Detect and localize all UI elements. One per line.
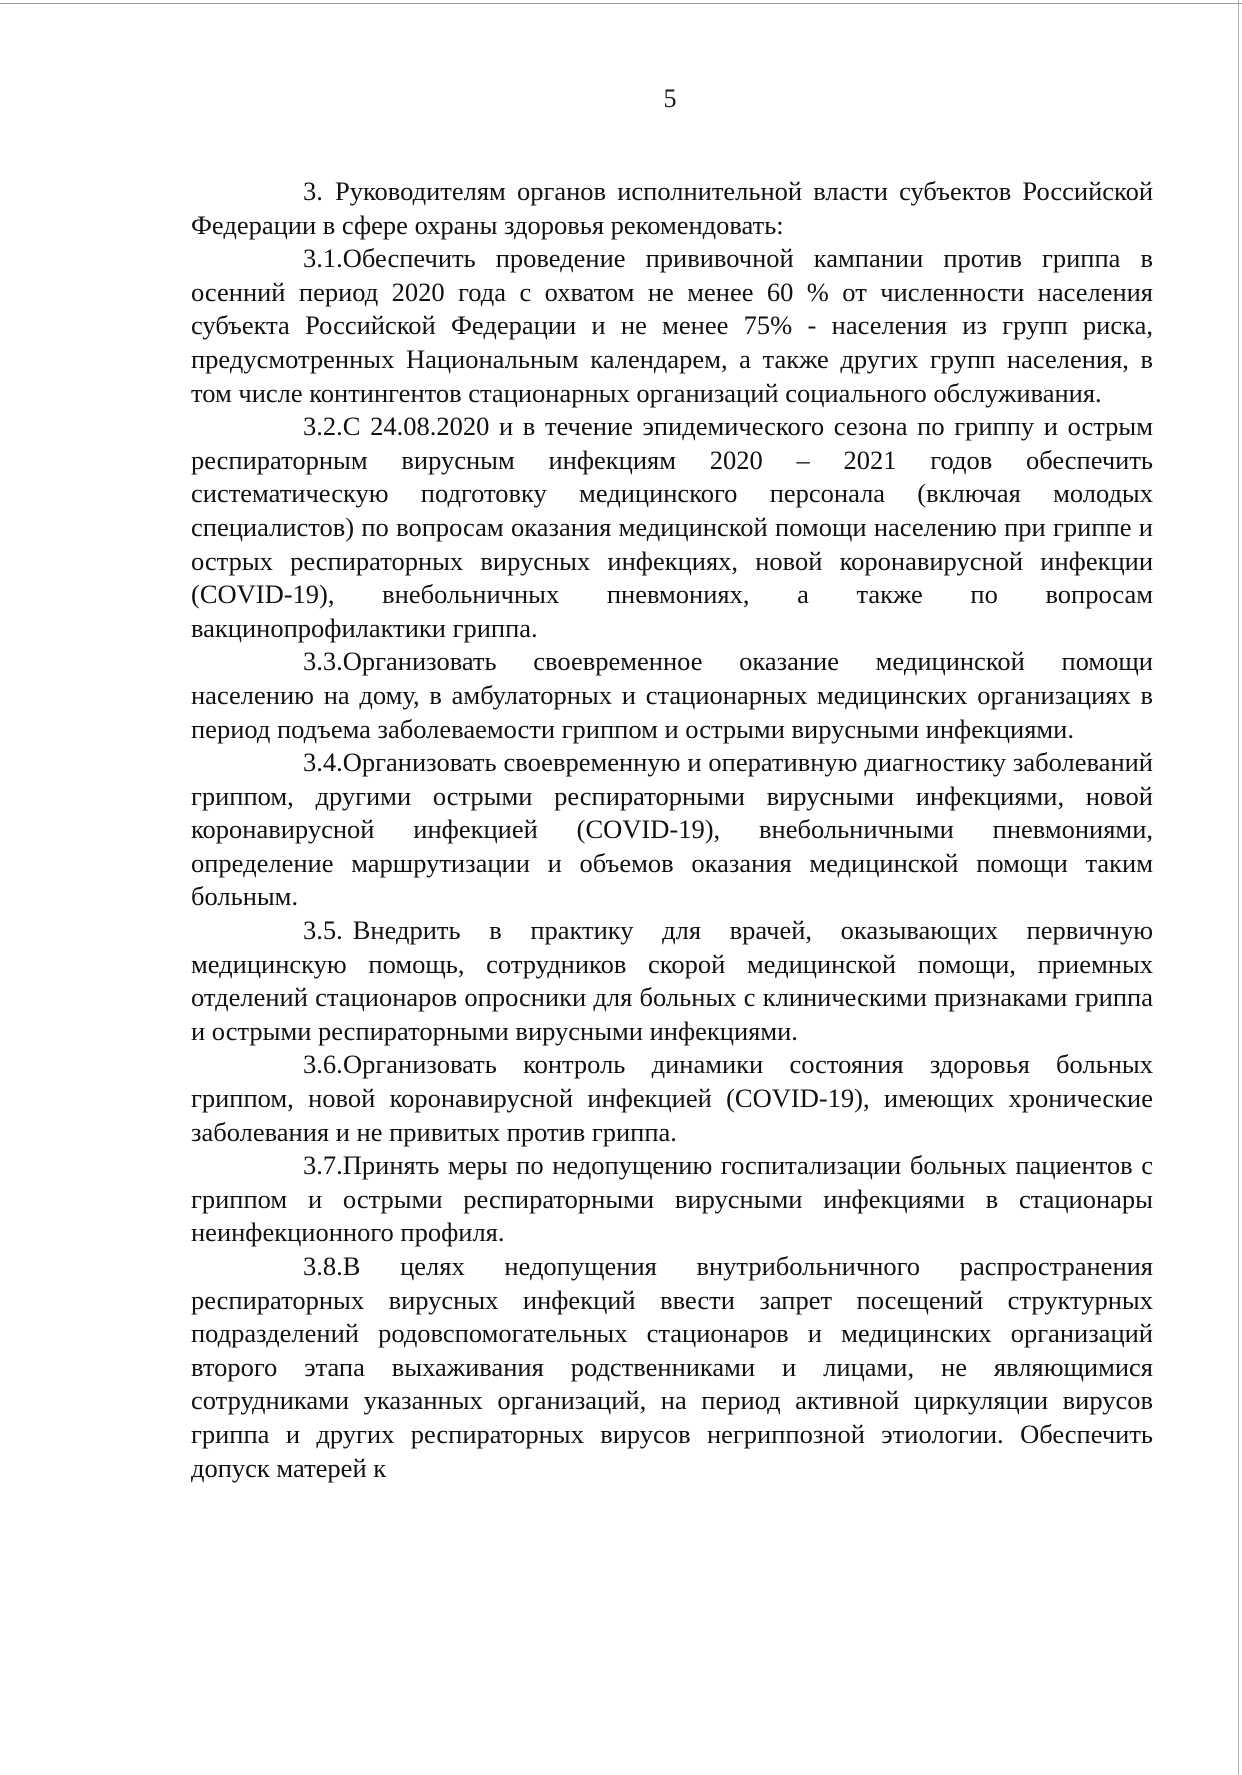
- paragraph-3-5: [191, 914, 1153, 1048]
- paragraph-3-1: [191, 242, 1153, 410]
- paragraph-text: В целях недопущения внутрибольничного распространения респираторных вирусных инфекций ввести запрет посещений структурных подразделений родовспомогательных стационаров и медицинских организаций второго этапа выхаживания родственниками и лицами, не являющимися сотрудниками указанных организаций, на период активной циркуляции вирусов гриппа и других респираторных вирусов негриппозной этиологии. Обеспечить допуск матерей к: [191, 1251, 1153, 1483]
- paragraph-text: С 24.08.2020 и в течение эпидемического сезона по гриппу и острым респираторным вирусным инфекциям 2020 – 2021 годов обеспечить систематическую подготовку медицинского персонала (включая молодых специалистов) по вопросам оказания медицинской помощи населению при гриппе и острых респираторных вирусных инфекциях, новой коронавирусной инфекции (COVID-19), внебольничных пневмониях, а также по вопросам вакцинопрофилактики гриппа.: [191, 411, 1153, 643]
- paragraph-text: Принять меры по недопущению госпитализации больных пациентов с гриппом и острыми респираторными вирусными инфекциями в стационары неинфекционного профиля.: [191, 1150, 1153, 1248]
- paragraph-number: 3.5.: [303, 915, 343, 946]
- scan-top-edge: [0, 3, 1242, 4]
- paragraph-3-3: [191, 645, 1153, 746]
- paragraph-number: 3.: [303, 176, 323, 206]
- paragraph-number: 3.6.: [303, 1049, 343, 1080]
- paragraph-3-2: [191, 410, 1153, 645]
- paragraph-3-4: [191, 746, 1153, 914]
- paragraph-number: 3.4.: [303, 747, 343, 778]
- paragraph-text: Организовать своевременную и оперативную диагностику заболеваний гриппом, другими острыми респираторными вирусными инфекциями, новой коронавирусной инфекцией (COVID-19), внебольничными пневмониями, определение маршрутизации и объемов оказания медицинской помощи таким больным.: [191, 747, 1153, 912]
- scan-right-edge: [1238, 0, 1239, 1775]
- paragraph-number: 3.3.: [303, 646, 343, 677]
- document-body: [191, 175, 1153, 1485]
- paragraph-text: Организовать контроль динамики состояния здоровья больных гриппом, новой коронавирусной инфекцией (COVID-19), имеющих хронические заболевания и не привитых против гриппа.: [191, 1049, 1153, 1147]
- paragraph-number: 3.1.: [303, 243, 343, 274]
- paragraph-text: Руководителям органов исполнительной власти субъектов Российской Федерации в сфере охраны здоровья рекомендовать:: [191, 176, 1153, 240]
- paragraph-text: Организовать своевременное оказание медицинской помощи населению на дому, в амбулаторных и стационарных медицинских организациях в период подъема заболеваемости гриппом и острыми вирусными инфекциями.: [191, 646, 1153, 744]
- paragraph-text: Внедрить в практику для врачей, оказывающих первичную медицинскую помощь, сотрудников скорой медицинской помощи, приемных отделений стационаров опросники для больных с клиническими признаками гриппа и острыми респираторными вирусными инфекциями.: [191, 915, 1153, 1046]
- paragraph-number: 3.7.: [303, 1150, 343, 1181]
- paragraph-number: 3.8.: [303, 1251, 343, 1281]
- paragraph-3-6: [191, 1048, 1153, 1149]
- paragraph-3-8: [191, 1250, 1153, 1485]
- paragraph-3: [191, 175, 1153, 242]
- paragraph-number: 3.2.: [303, 411, 343, 442]
- paragraph-3-7: [191, 1149, 1153, 1250]
- page-number: 5: [663, 84, 677, 113]
- paragraph-text: Обеспечить проведение прививочной кампании против гриппа в осенний период 2020 года с охватом не менее 60 % от численности населения субъекта Российской Федерации и не менее 75% - населения из групп риска, предусмотренных Национальным календарем, а также других групп населения, в том числе контингентов стационарных организаций социального обслуживания.: [191, 243, 1153, 408]
